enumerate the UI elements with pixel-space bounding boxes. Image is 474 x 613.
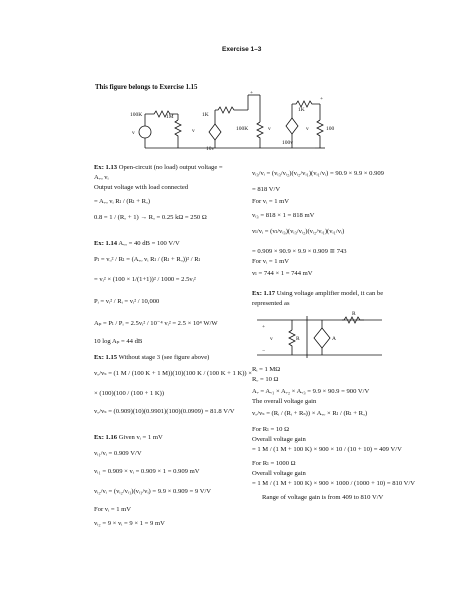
svg-text:10v: 10v — [206, 146, 215, 152]
r-line4: vᵢ₃ = 818 × 1 = 818 mV — [252, 212, 315, 219]
ex114-line6: 10 log Aₚ = 44 dB — [94, 338, 143, 345]
r-line18: Overall voltage gain — [252, 470, 306, 477]
resistor-100k-shunt — [257, 122, 263, 148]
ex114-line4: Pᵢ = vᵢ² / Rᵢ = vᵢ² / 10,000 — [94, 298, 160, 305]
r-line19: = 1 M / (1 M + 100 K) × 900 × 1000 / (1000 + 10) = 810 V/V — [252, 480, 416, 487]
resistor-ri — [289, 330, 295, 355]
ex116-line3: vᵢ₁ = 0.909 × vᵢ = 0.909 × 1 = 0.909 mV — [94, 468, 200, 475]
ex113-line4: = Aᵥₒ vᵢ Rₗ / (Rₗ + Rₒ) — [94, 198, 151, 205]
ex114-line5: Aₚ = Pₗ / Pᵢ = 2.5vᵢ² / 10⁻⁴ vᵢ² = 2.5 × 10⁴ W/W — [94, 320, 218, 327]
svg-text:+: + — [320, 96, 324, 102]
r-line6: = 0.909 × 90.9 × 9.9 × 0.909 ≅ 743 — [252, 248, 347, 255]
r-line20: Range of voltage gain is from 409 to 810 V/V — [262, 494, 384, 501]
svg-text:R: R — [352, 311, 356, 317]
resistor-1k-a — [215, 107, 248, 113]
resistor-100 — [317, 120, 323, 148]
r-line1: vᵢ₃/vᵢ = (vᵢ₃/vᵢ₂)(vᵢ₂/vᵢ₁)(vᵢ₁/vᵢ) = 90.9 × 9.9 × 0.909 — [252, 170, 384, 177]
voltage-amplifier-model-circuit — [252, 310, 387, 360]
dependent-source-avo — [314, 328, 330, 348]
figure-note: This figure belongs to Exercise 1.15 — [95, 84, 198, 91]
ex115-line4: vₒ/vₛ = (0.909)(10)(0.9901)(100)(0.0909) = 81.8 V/V — [94, 408, 235, 415]
svg-text:+: + — [262, 324, 266, 330]
ex117-text: Using voltage amplifier model, it can be — [276, 290, 384, 297]
r-line17: For Rₗ = 1000 Ω — [252, 460, 296, 467]
ex114-line2: Pₗ = vₒ² / Rₗ = (Aᵥₒ vᵢ Rₗ / (Rₗ + Rₒ))² / Rₗ — [94, 256, 201, 263]
ex116-line5: For vᵢ = 1 mV — [94, 506, 132, 513]
svg-text:100K: 100K — [130, 112, 143, 118]
r-line2: = 818 V/V — [252, 186, 281, 193]
ex114-text: Aᵥₒ = 40 dB = 100 V/V — [118, 240, 180, 247]
svg-text:−: − — [262, 348, 266, 354]
ex116-line2: vᵢ₁/vᵢ = 0.909 V/V — [94, 450, 142, 457]
r-line5: vₗ/vᵢ = (vₗ/vᵢ₃)(vᵢ₃/vᵢ₂)(vᵢ₂/vᵢ₁)(vᵢ₁/vᵢ) — [252, 228, 345, 235]
ex113-text: Open-circuit (no load) output voltage = — [118, 164, 223, 171]
ex116-text: Given vᵢ = 1 mV — [118, 434, 163, 441]
svg-text:1M: 1M — [166, 114, 174, 120]
r-line9: Rᵢ = 1 MΩ — [252, 366, 281, 373]
ex113-line2: Aᵥₒ vᵢ — [94, 174, 109, 181]
r-line16: = 1 M / (1 M + 100 K) × 900 × 10 / (10 + 10) = 409 V/V — [252, 446, 402, 453]
ex116-line6: vᵢ₂ = 9 × vᵢ = 9 × 1 = 9 mV — [94, 520, 165, 527]
dependent-source-1 — [209, 124, 221, 140]
page-header: Exercise 1–3 — [222, 46, 262, 53]
ex117-title: Ex: 1.17 — [252, 290, 276, 297]
svg-text:1K: 1K — [202, 112, 209, 118]
svg-text:+: + — [250, 90, 254, 96]
ex113-title: Ex: 1.13 — [94, 164, 118, 171]
r-line12: The overall voltage gain — [252, 398, 317, 405]
svg-text:v: v — [192, 128, 195, 134]
ex116-line4: vᵢ₂/vᵢ = (vᵢ₂/vᵢ₁)(vᵢ₁/vᵢ) = 9.9 × 0.909 = 9 V/V — [94, 488, 212, 495]
svg-text:v: v — [306, 126, 309, 132]
r-line7: For vᵢ = 1 mV — [252, 258, 290, 265]
svg-text:A: A — [332, 336, 336, 342]
svg-text:100v: 100v — [282, 140, 293, 146]
ex113-line5: 0.8 = 1 / (Rₒ + 1) → Rₒ = 0.25 kΩ = 250 Ω — [94, 214, 207, 221]
r-line8: vₗ = 744 × 1 = 744 mV — [252, 270, 313, 277]
ex114-line3: = vᵢ² × (100 × 1/(1+1))² / 1000 = 2.5vᵢ² — [94, 276, 196, 283]
ex115-title: Ex: 1.15 — [94, 354, 118, 361]
dependent-source-2 — [286, 118, 298, 134]
ex114-title: Ex: 1.14 — [94, 240, 118, 247]
r-line3: For vᵢ = 1 mV — [252, 198, 290, 205]
ex116-title: Ex: 1.16 — [94, 434, 118, 441]
source-circle — [139, 126, 151, 138]
r-line13: vₒ/vₛ = (Rᵢ / (Rᵢ + Rₛ)) × Aᵥₒ × Rₗ / (Rₗ + Rₒ) — [252, 410, 368, 417]
r-line15: Overall voltage gain — [252, 436, 306, 443]
ex115-line2: vₒ/vₛ = (1 M / (100 K + 1 M))(10)(100 K / (100 K + 1 K)) × — [94, 370, 252, 377]
svg-text:100K: 100K — [236, 126, 249, 132]
resistor-1k-b — [292, 101, 320, 107]
svg-text:v: v — [270, 336, 273, 342]
ex115-text: Without stage 3 (see figure above) — [118, 354, 210, 361]
svg-text:1K: 1K — [298, 107, 305, 113]
svg-text:v: v — [132, 130, 135, 136]
resistor-1m — [175, 120, 181, 148]
r-line14: For Rₗ = 10 Ω — [252, 426, 289, 433]
ex115-line3: × (100)(100 / (100 + 1 K)) — [94, 390, 165, 397]
r-line10: Rₒ = 10 Ω — [252, 376, 279, 383]
ex113-line3: Output voltage with load connected — [94, 184, 189, 191]
svg-text:R: R — [296, 336, 300, 342]
svg-text:100: 100 — [326, 126, 335, 132]
svg-text:v: v — [268, 126, 271, 132]
r-line11: Aᵥ = Aᵥ₁ × Aᵥ₂ × Aᵥ₃ = 9.9 × 90.9 = 900 V/V — [252, 388, 370, 395]
ex117-text2: represented as — [252, 300, 290, 307]
cascade-amplifier-circuit — [110, 90, 380, 152]
